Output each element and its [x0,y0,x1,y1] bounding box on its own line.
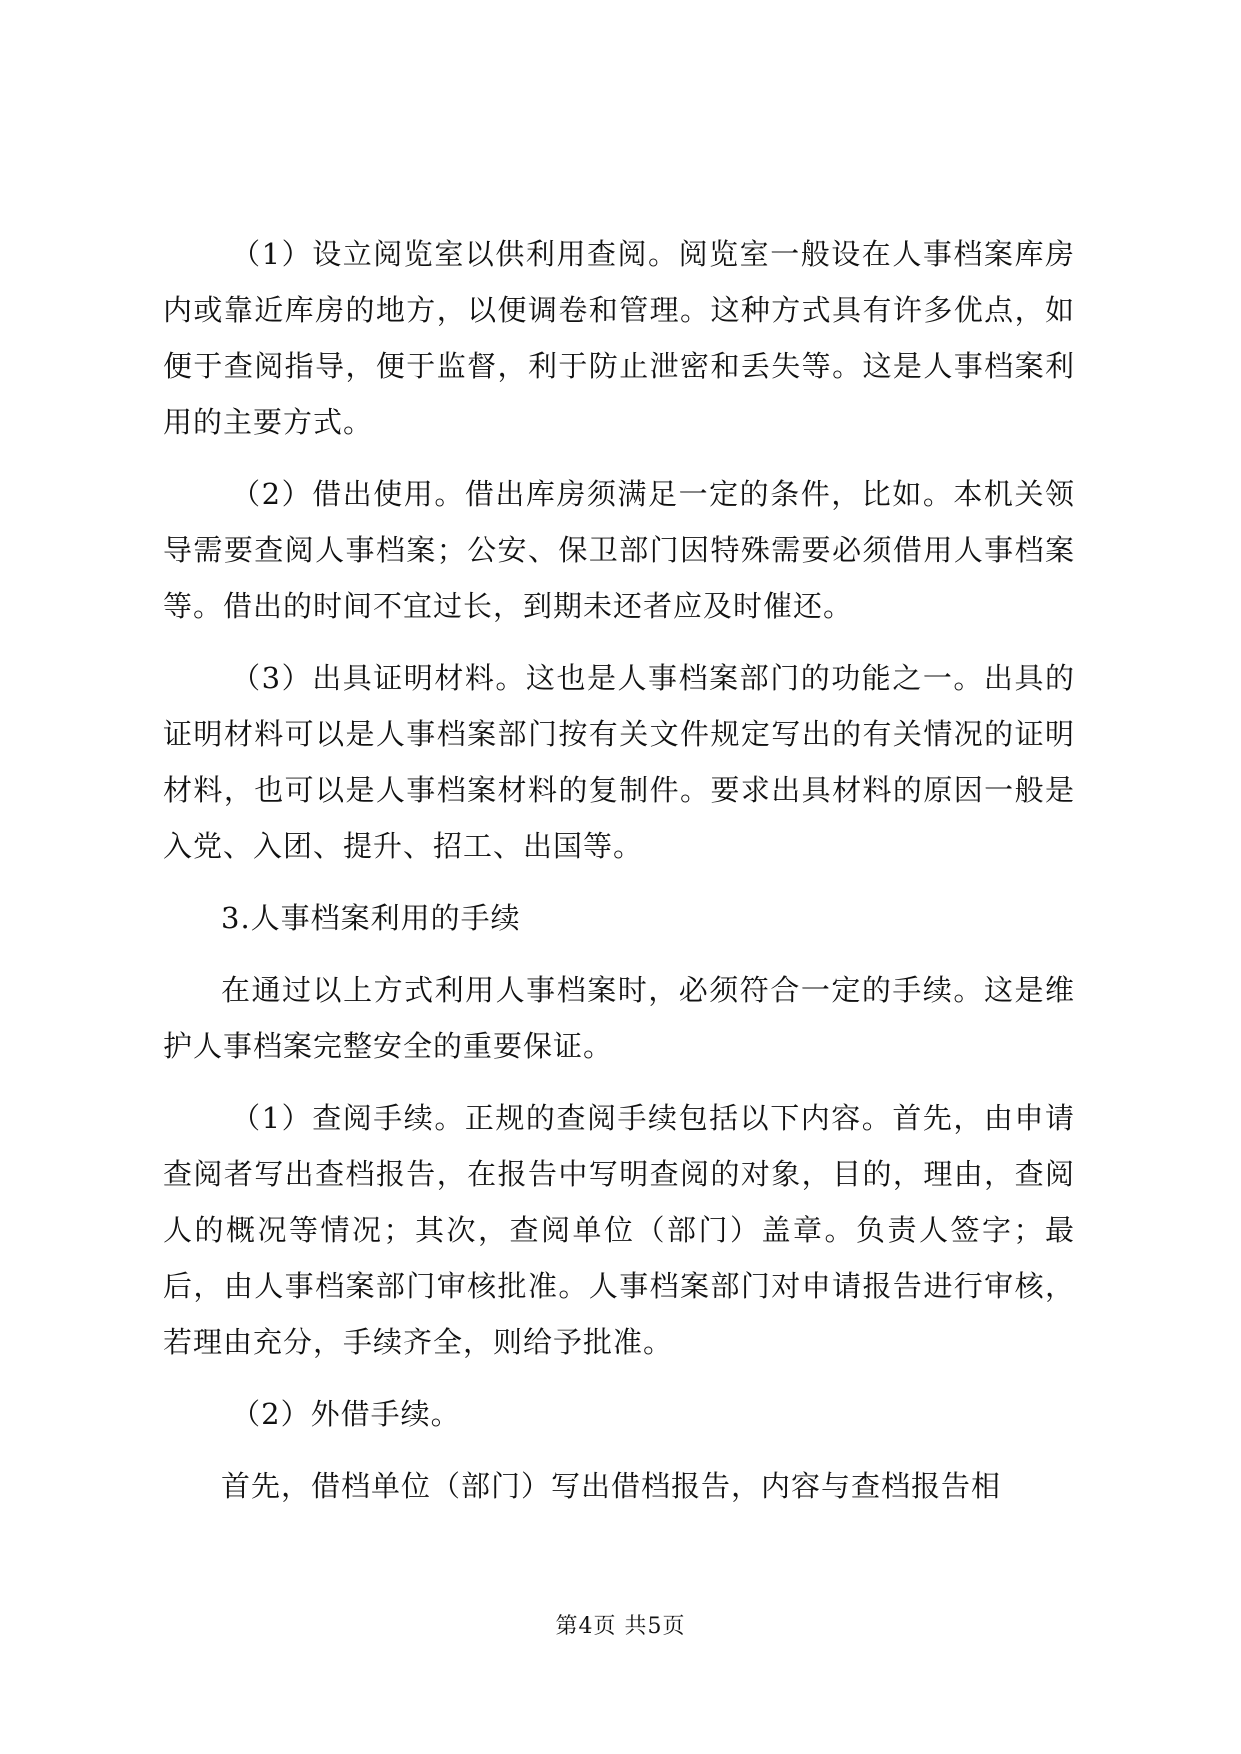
paragraph-procedure-intro: 在通过以上方式利用人事档案时，必须符合一定的手续。这是维护人事档案完整安全的重要保证。 [163,973,1075,1063]
document-body [163,226,1075,1530]
page-number-footer: 第4页 共5页 [555,1614,686,1639]
paragraph-certificate-materials: （3）出具证明材料。这也是人事档案部门的功能之一。出具的证明材料可以是人事档案部门按有关文件规定写出的有关情况的证明材料，也可以是人事档案材料的复制件。要求出具材料的原因一般是入党、入团、提升、招工、出国等。 [163,661,1075,863]
paragraph-external-borrowing-title: （2）外借手续。 [231,1397,461,1431]
paragraph-borrowing-use: （2）借出使用。借出库房须满足一定的条件，比如。本机关领导需要查阅人事档案；公安、保卫部门因特殊需要必须借用人事档案等。借出的时间不宜过长，到期未还者应及时催还。 [163,477,1075,623]
paragraph-external-borrowing-detail: 首先，借档单位（部门）写出借档报告，内容与查档报告相 [221,1469,1002,1503]
section-heading-procedures: 3.人事档案利用的手续 [221,901,521,935]
paragraph-review-procedure: （1）查阅手续。正规的查阅手续包括以下内容。首先，由申请查阅者写出查档报告，在报告中写明查阅的对象，目的，理由，查阅人的概况等情况；其次，查阅单位（部门）盖章。负责人签字；最后，由人事档案部门审核批准。人事档案部门对申请报告进行审核，若理由充分，手续齐全，则给予批准。 [163,1101,1075,1359]
paragraph-reading-room: （1）设立阅览室以供利用查阅。阅览室一般设在人事档案库房内或靠近库房的地方，以便调卷和管理。这种方式具有许多优点，如便于查阅指导，便于监督，利于防止泄密和丢失等。这是人事档案利用的主要方式。 [163,237,1075,439]
